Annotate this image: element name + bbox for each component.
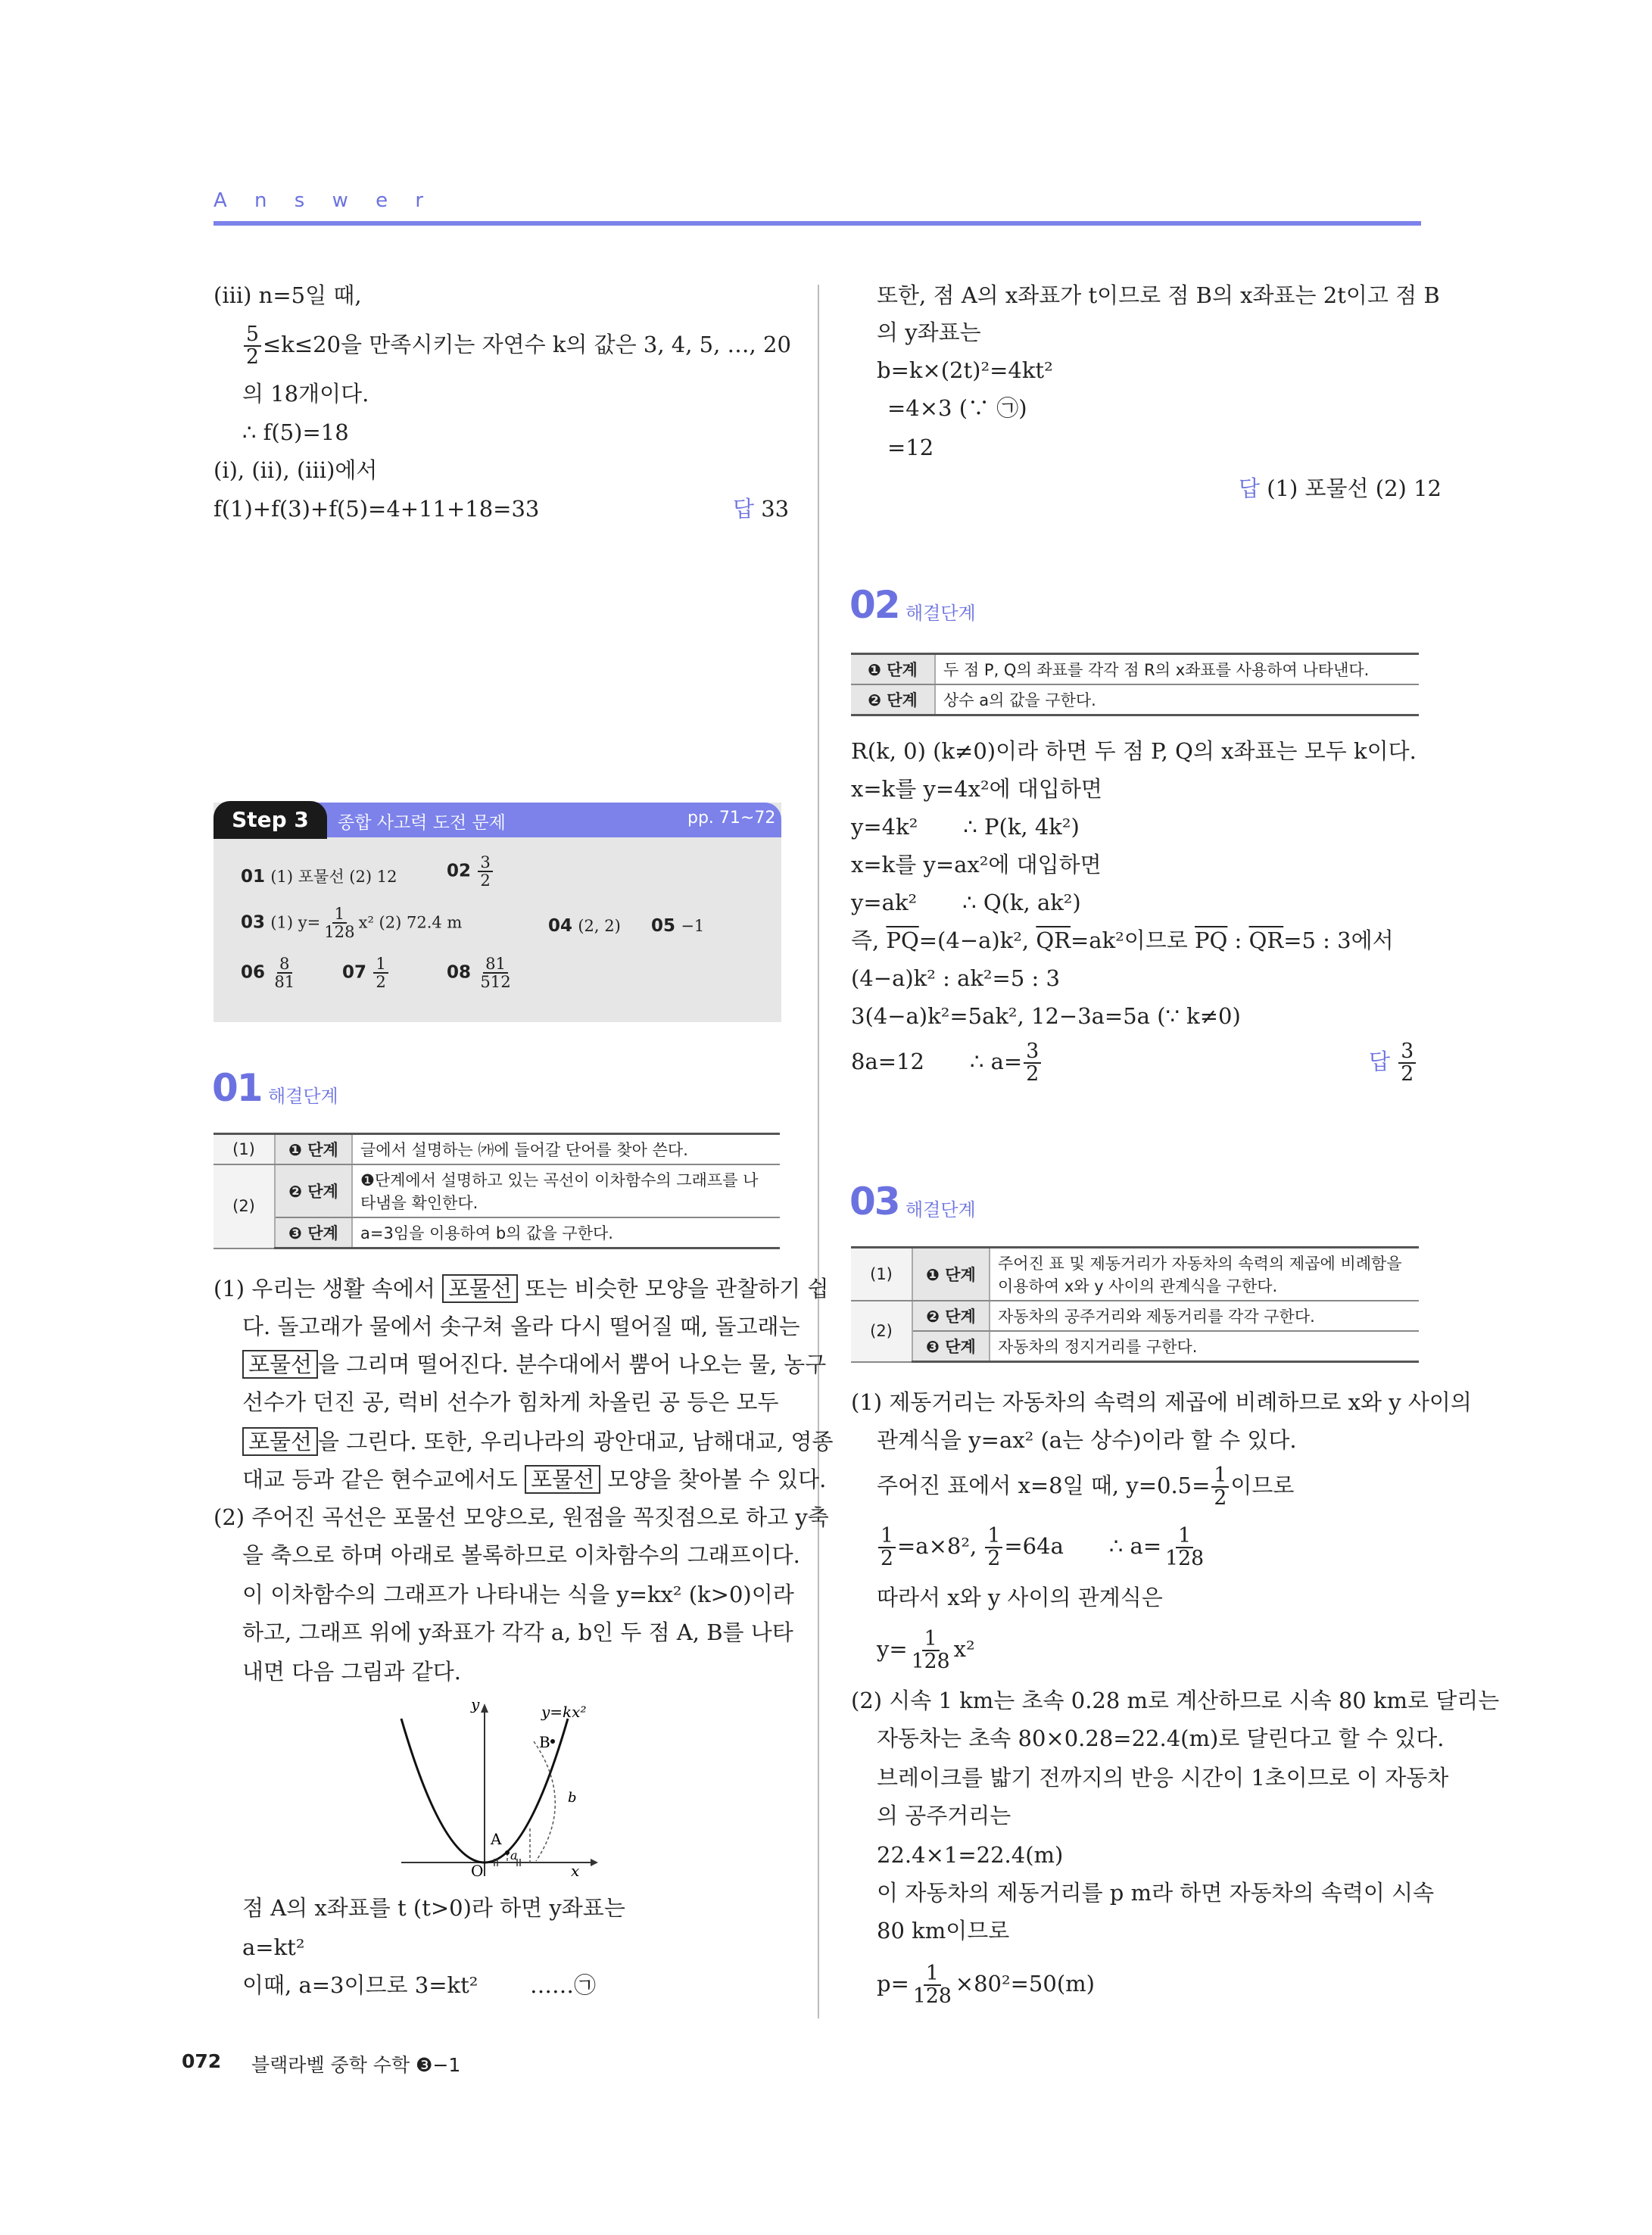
parabola-figure <box>386 1696 606 1878</box>
left-answer-33: 답 33 <box>733 496 790 522</box>
right-top-line-2: 의 y좌표는 <box>877 320 981 345</box>
graph-point-B: B <box>539 1733 550 1751</box>
section-02-label: 해결단계 <box>905 603 976 624</box>
right-top-answer: 답 (1) 포물선 (2) 12 <box>1239 475 1442 501</box>
section-02-number: 02 <box>849 583 899 627</box>
graph-b-label: b <box>568 1790 577 1806</box>
sec02-line-5: y=ak² ∴ Q(k, ak²) <box>851 890 1081 915</box>
table-row: (1) ❶ 단계 주어진 표 및 제동거리가 자동차의 속력의 제곱에 비례함을 이용하여 x와 y 사이의 관계식을 구한다. <box>851 1248 1419 1301</box>
fraction: $\frac{1}{128}$ <box>912 1961 952 2008</box>
boxed-answer: 포물선 <box>242 1350 318 1379</box>
sec01-para-11: 내면 다음 그림과 같다. <box>242 1659 461 1685</box>
answer-08: 08 $\frac{81}{512}$ <box>447 955 515 990</box>
sec01-para-5: 포물선 을 그린다. 또한, 우리나라의 광안대교, 남해대교, 영종 <box>242 1426 834 1457</box>
section-03-label: 해결단계 <box>905 1199 976 1220</box>
table-row: (2) ❷ 단계 자동차의 공주거리와 제동거리를 각각 구한다. <box>851 1301 1419 1331</box>
sec01-para-9: 이 이차함수의 그래프가 나타내는 식을 y=kx² (k>0)이라 <box>242 1582 794 1607</box>
sec01-para-2: 다. 돌고래가 물에서 솟구쳐 올라 다시 떨어질 때, 돌고래는 <box>242 1314 800 1339</box>
sec03-line-3: 주어진 표에서 x=8일 때, y=0.5= $\frac{1}{2}$ 이므로 <box>877 1463 1295 1510</box>
graph-x-label: x <box>571 1862 580 1878</box>
boxed-answer: 포물선 <box>442 1274 518 1303</box>
sec01-para-3: 포물선 을 그리며 떨어진다. 분수대에서 뿜어 나오는 물, 농구 <box>242 1349 826 1379</box>
graph-y-label: y <box>471 1696 480 1713</box>
left-line-6: f(1)+f(3)+f(5)=4+11+18=33 <box>214 496 540 522</box>
sec03-line-2: 관계식을 y=ax² (a는 상수)이라 할 수 있다. <box>877 1427 1297 1453</box>
answer-04: 04 (2, 2) <box>548 916 621 936</box>
sec03-line-11: 22.4×1=22.4(m) <box>877 1842 1064 1868</box>
answer-02: 02 $\frac{3}{2}$ <box>447 854 494 889</box>
right-top-line-1: 또한, 점 A의 x좌표가 t이므로 점 B의 x좌표는 2t이고 점 B <box>877 282 1440 308</box>
fraction: $\frac{3}{2}$ <box>478 854 492 889</box>
answer-07: 07 $\frac{1}{2}$ <box>342 955 390 990</box>
fraction: $\frac{1}{128}$ <box>911 1626 950 1673</box>
sec01-para-8: 을 축으로 하며 아래로 볼록하므로 이차함수의 그래프이다. <box>242 1542 800 1568</box>
left-line-2: $\frac{5}{2}$ ≤k≤20을 만족시키는 자연수 k의 값은 3, 4, 5, …, 20 <box>242 322 791 368</box>
section-01-steps-table <box>214 1133 780 1249</box>
header-rule <box>214 221 1421 226</box>
sec03-line-4: $\frac{1}{2}$ =a×8², $\frac{1}{2}$ =64a ∴ a= $\frac{1}{128}$ <box>877 1523 1208 1569</box>
fraction: $\frac{1}{128}$ <box>324 904 355 942</box>
sec01-tag-1: ……㉠ <box>530 1972 597 1998</box>
sec03-line-5: 따라서 x와 y 사이의 관계식은 <box>877 1585 1163 1610</box>
section-01-number: 01 <box>212 1066 262 1110</box>
sec02-line-4: x=k를 y=ax²에 대입하면 <box>851 852 1102 877</box>
fraction: $\frac{1}{2}$ <box>373 955 388 990</box>
left-line-1: (iii) n=5일 때, <box>214 282 362 308</box>
left-line-5: (ⅰ), (ⅱ), (ⅲ)에서 <box>214 457 378 483</box>
sec01-para-4: 선수가 던진 공, 럭비 선수가 힘차게 차올린 공 등은 모두 <box>242 1389 779 1415</box>
step3-badge: Step 3 <box>214 801 327 839</box>
answer-03: 03 (1) y= $\frac{1}{128}$ x² (2) 72.4 m <box>241 904 463 942</box>
left-line-4: ∴ f(5)=18 <box>242 419 349 445</box>
sec03-line-14: p= $\frac{1}{128}$ ×80²=50(m) <box>877 1961 1095 2008</box>
fraction: $\frac{5}{2}$ <box>244 324 261 368</box>
graph-function-label: y=kx² <box>541 1703 587 1721</box>
sec02-line-8: 3(4−a)k²=5ak², 12−3a=5a (∵ k≠0) <box>851 1003 1241 1029</box>
sec01-para-14: 이때, a=3이므로 3=kt² <box>242 1972 478 1998</box>
boxed-answer: 포물선 <box>525 1465 600 1494</box>
sec03-line-7: (2) 시속 1 km는 초속 0.28 m로 계산하므로 시속 80 km로 달리는 <box>851 1688 1500 1713</box>
answer-05: 05 −1 <box>651 916 705 936</box>
sec03-line-13: 80 km이므로 <box>877 1918 1010 1944</box>
fraction: $\frac{1}{128}$ <box>1165 1523 1205 1570</box>
fraction: $\frac{3}{2}$ <box>1024 1041 1041 1085</box>
sec03-line-1: (1) 제동거리는 자동차의 속력의 제곱에 비례하므로 x와 y 사이의 <box>851 1389 1472 1415</box>
sec03-line-12: 이 자동차의 제동거리를 p m라 하면 자동차의 속력이 시속 <box>877 1880 1435 1906</box>
column-divider <box>818 285 819 2018</box>
page-number: 072 <box>182 2050 222 2072</box>
fraction: $\frac{1}{2}$ <box>878 1526 896 1569</box>
sec01-para-10: 하고, 그래프 위에 y좌표가 각각 a, b인 두 점 A, B를 나타 <box>242 1619 793 1645</box>
graph-point-A: A <box>491 1830 502 1848</box>
book-title: 블랙라벨 중학 수학 ❸−1 <box>251 2054 461 2076</box>
sec02-answer: 답 $\frac{3}{2}$ <box>1369 1039 1417 1085</box>
sec03-line-8: 자동차는 초속 80×0.28=22.4(m)로 달린다고 할 수 있다. <box>877 1725 1445 1751</box>
step3-pages: pp. 71~72 <box>687 809 776 828</box>
table-row: ❸ 단계 a=3임을 이용하여 b의 값을 구한다. <box>214 1217 780 1248</box>
fraction: $\frac{81}{512}$ <box>480 954 511 992</box>
left-line-3: 의 18개이다. <box>242 381 369 407</box>
right-top-line-4: =4×3 (∵ ㉠) <box>887 395 1027 421</box>
right-top-line-3: b=k×(2t)²=4kt² <box>877 357 1053 383</box>
sec02-line-2: x=k를 y=4x²에 대입하면 <box>851 776 1102 802</box>
graph-a-label: a <box>510 1848 518 1862</box>
fraction: $\frac{1}{2}$ <box>985 1526 1002 1569</box>
sec01-para-12: 점 A의 x좌표를 t (t>0)라 하면 y좌표는 <box>242 1895 625 1921</box>
sec03-line-6: y= $\frac{1}{128}$ x² <box>877 1626 975 1673</box>
sec03-line-10: 의 공주거리는 <box>877 1803 1011 1828</box>
fraction: $\frac{8}{81}$ <box>274 954 295 992</box>
table-row: ❶ 단계 두 점 P, Q의 좌표를 각각 점 R의 x좌표를 사용하여 나타낸다. <box>851 654 1419 685</box>
section-01-label: 해결단계 <box>268 1086 338 1107</box>
sec02-line-7: (4−a)k² : ak²=5 : 3 <box>851 965 1060 991</box>
table-row: (1) ❶ 단계 글에서 설명하는 ㈎에 들어갈 단어를 찾아 쓴다. <box>214 1134 780 1165</box>
table-row: ❷ 단계 상수 a의 값을 구한다. <box>851 684 1419 715</box>
header-title: A n s w e r <box>214 189 435 212</box>
section-02-steps-table <box>851 653 1419 716</box>
sec01-para-6: 대교 등과 같은 현수교에서도 포물선 모양을 찾아볼 수 있다. <box>242 1467 827 1492</box>
fraction: $\frac{3}{2}$ <box>1398 1041 1416 1085</box>
sec02-line-6: 즉, $\overline{PQ}=(4-a)k^2$, $\overline{QR}=ak^2$이므로 $\overline{PQ}$ : $\overline{QR}=5$ : 3에서 <box>851 927 1394 953</box>
sec02-line-1: R(k, 0) (k≠0)이라 하면 두 점 P, Q의 x좌표는 모두 k이다. <box>851 738 1417 764</box>
answer-06: 06 $\frac{8}{81}$ <box>241 955 298 990</box>
fraction: $\frac{1}{2}$ <box>1211 1465 1229 1509</box>
sec02-line-9: 8a=12 ∴ a= $\frac{3}{2}$ <box>851 1039 1043 1085</box>
sec01-para-7: (2) 주어진 곡선은 포물선 모양으로, 원점을 꼭짓점으로 하고 y축 <box>214 1504 829 1530</box>
graph-origin: O <box>471 1862 484 1878</box>
boxed-answer: 포물선 <box>242 1427 318 1456</box>
sec02-line-3: y=4k² ∴ P(k, 4k²) <box>851 814 1080 840</box>
right-top-line-5: =12 <box>887 435 934 460</box>
table-row: ❸ 단계 자동차의 정지거리를 구한다. <box>851 1331 1419 1362</box>
section-03-number: 03 <box>849 1180 899 1223</box>
section-03-steps-table <box>851 1246 1419 1363</box>
answer-01: 01 (1) 포물선 (2) 12 <box>241 867 397 887</box>
sec01-para-13: a=kt² <box>242 1934 305 1960</box>
step3-title: 종합 사고력 도전 문제 <box>338 813 506 833</box>
sec01-para-1: (1) 우리는 생활 속에서 포물선 또는 비슷한 모양을 관찰하기 쉽 <box>214 1276 829 1301</box>
sec03-line-9: 브레이크를 밟기 전까지의 반응 시간이 1초이므로 이 자동차 <box>877 1765 1449 1791</box>
table-row: (2) ❷ 단계 ❶단계에서 설명하고 있는 곡선이 이차함수의 그래프를 나타냄을 확인한다. <box>214 1164 780 1217</box>
